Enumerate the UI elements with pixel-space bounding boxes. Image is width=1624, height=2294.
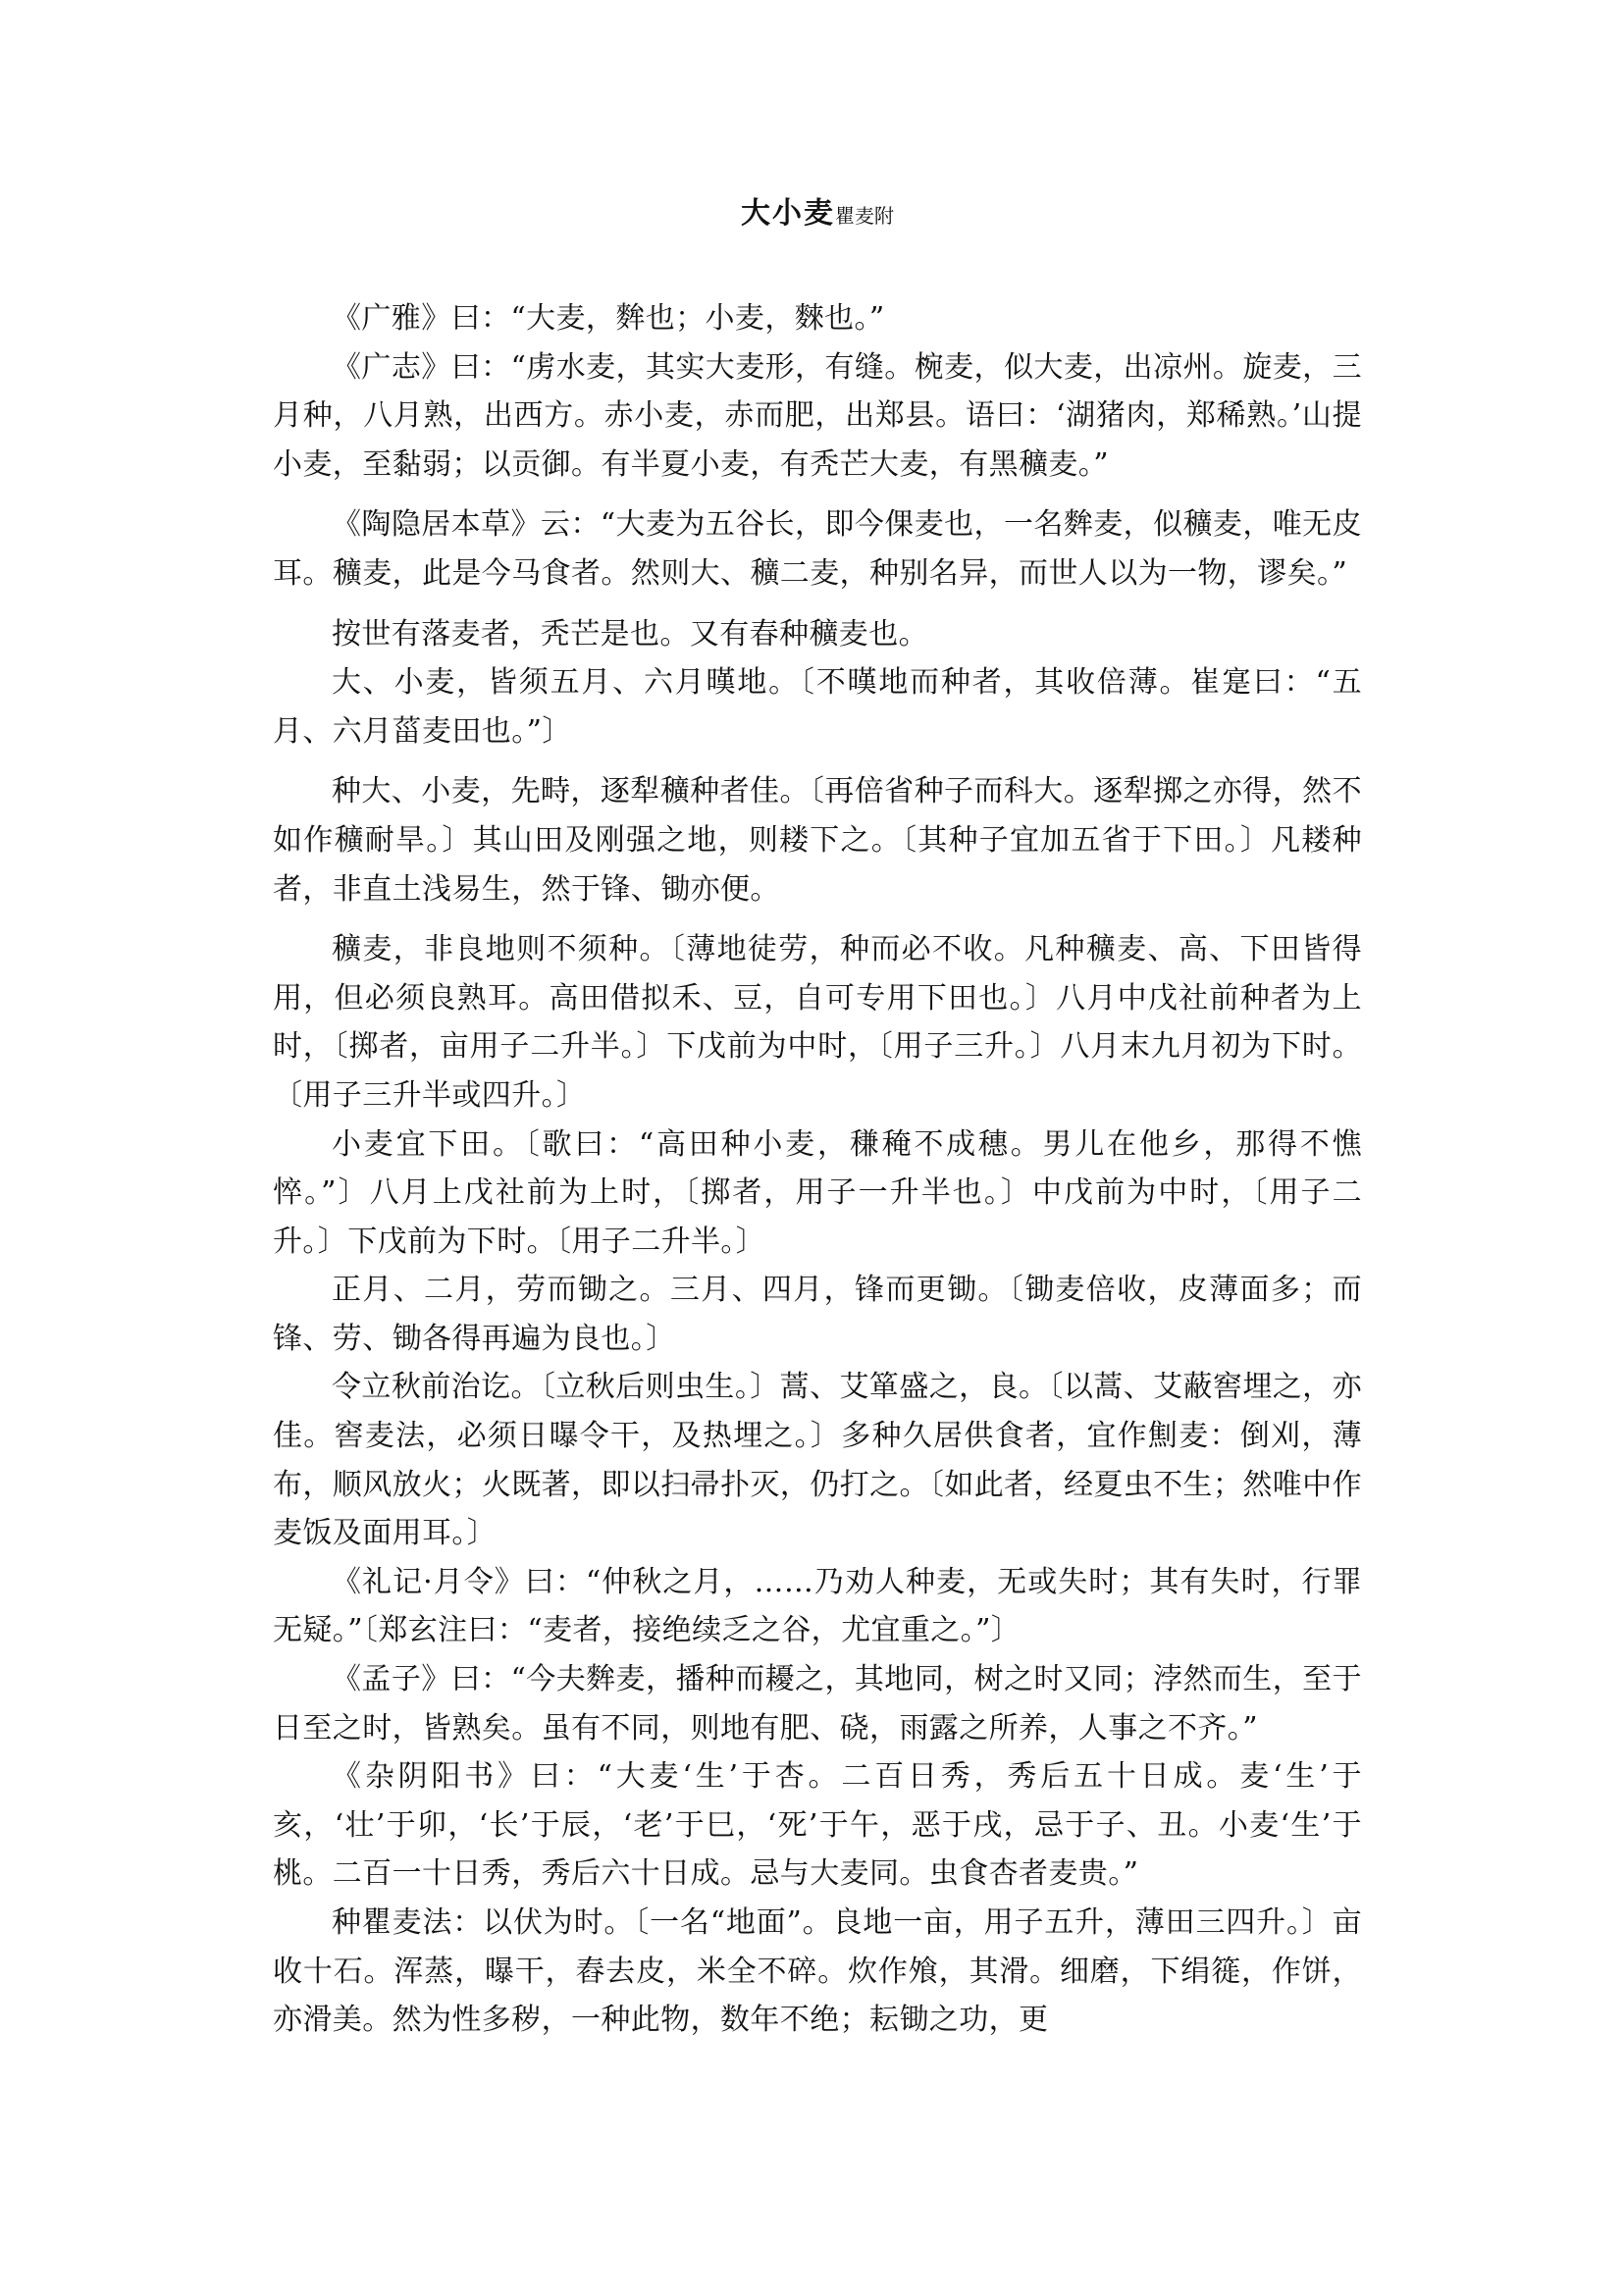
paragraph-zhong-da-xiao-mai: 种大、小麦，先畤，逐犁穬种者佳。〔再倍省种子而科大。逐犁掷之亦得，然不如作穬耐旱。〕其山田及刚强之地，则耧下之。〔其种子宜加五省于下田。〕凡耧种者，非直土浅易生，然于锋、锄亦便。: [273, 774, 1362, 907]
paragraph-chu: 正月、二月，劳而锄之。三月、四月，锋而更锄。〔锄麦倍收，皮薄面多；而锋、劳、锄各得再遍为良也。〕: [273, 1273, 1362, 1356]
paragraph-zayinyangshu: 《杂阴阳书》曰：“大麦‘生’于杏。二百日秀，秀后五十日成。麦‘生’于亥，‘壮’于卯，‘长’于辰，‘老’于巳，‘死’于午，恶于戌，忌于子、丑。小麦‘生’于桃。二百一十日秀，秀后六十日成。忌与大麦同。虫食杏者麦贵。”: [273, 1759, 1362, 1892]
paragraph-mengzi: 《孟子》曰：“今夫麰麦，播种而耰之，其地同，树之时又同；浡然而生，至于日至之时，皆熟矣。虽有不同，则地有肥、硗，雨露之所养，人事之不齐。”: [273, 1662, 1362, 1746]
paragraph-guangya: 《广雅》曰：“大麦，麰也；小麦，麳也。”: [332, 301, 885, 336]
title-main: 大小麦: [741, 196, 835, 231]
page-title: [273, 192, 1362, 237]
paragraph-qumai: 种瞿麦法：以伏为时。〔一名“地面”。良地一亩，用子五升，薄田三四升。〕亩收十石。浑蒸，曝干，舂去皮，米全不碎。炊作飧，其滑。细磨，下绢簁，作饼，亦滑美。然为性多秽，一种此物，数年不绝；耘锄之功，更: [273, 1905, 1362, 2038]
paragraph-handi: 大、小麦，皆须五月、六月暵地。〔不暵地而种者，其收倍薄。崔寔曰：“五月、六月菑麦田也。”〕: [273, 665, 1362, 749]
paragraph-luomai: 按世有落麦者，秃芒是也。又有春种穬麦也。: [332, 616, 928, 652]
title-subtitle: 瞿麦附: [835, 204, 894, 228]
paragraph-taoyinju: 《陶隐居本草》云：“大麦为五谷长，即今倮麦也，一名麰麦，似穬麦，唯无皮耳。穬麦，此是今马食者。然则大、穬二麦，种别名异，而世人以为一物，谬矣。”: [273, 507, 1362, 591]
paragraph-liji-yueling: 《礼记·月令》曰：“仲秋之月，……乃劝人种麦，无或失时；其有失时，行罪无疑。”〔郑玄注曰：“麦者，接绝续乏之谷，尤宜重之。”〕: [273, 1564, 1362, 1648]
paragraph-liqiu: 令立秋前治讫。〔立秋后则虫生。〕蒿、艾箪盛之，良。〔以蒿、艾蔽窖埋之，亦佳。窖麦法，必须日曝令干，及热埋之。〕多种久居供食者，宜作劁麦：倒刈，薄布，顺风放火；火既著，即以扫帚扑灭，仍打之。〔如此者，经夏虫不生；然唯中作麦饭及面用耳。〕: [273, 1370, 1362, 1551]
paragraph-guangzhi: 《广志》曰：“虏水麦，其实大麦形，有缝。椀麦，似大麦，出凉州。旋麦，三月种，八月熟，出西方。赤小麦，赤而肥，出郑县。语曰：‘湖猪肉，郑稀熟。’山提小麦，至黏弱；以贡御。有半夏小麦，有秃芒大麦，有黑穬麦。”: [273, 349, 1362, 482]
paragraph-xiaomai: 小麦宜下田。〔歌曰：“高田种小麦，稴䅖不成穗。男儿在他乡，那得不憔悴。”〕八月上戊社前为上时，〔掷者，用子一升半也。〕中戊前为中时，〔用子二升。〕下戊前为下时。〔用子二升半。〕: [273, 1126, 1362, 1259]
paragraph-kuangmai: 穬麦，非良地则不须种。〔薄地徒劳，种而必不收。凡种穬麦、高、下田皆得用，但必须良熟耳。高田借拟禾、豆，自可专用下田也。〕八月中戊社前种者为上时，〔掷者，亩用子二升半。〕下戊前为中时，〔用子三升。〕八月末九月初为下时。〔用子三升半或四升。〕: [273, 932, 1362, 1113]
document-page: [273, 192, 1362, 2045]
